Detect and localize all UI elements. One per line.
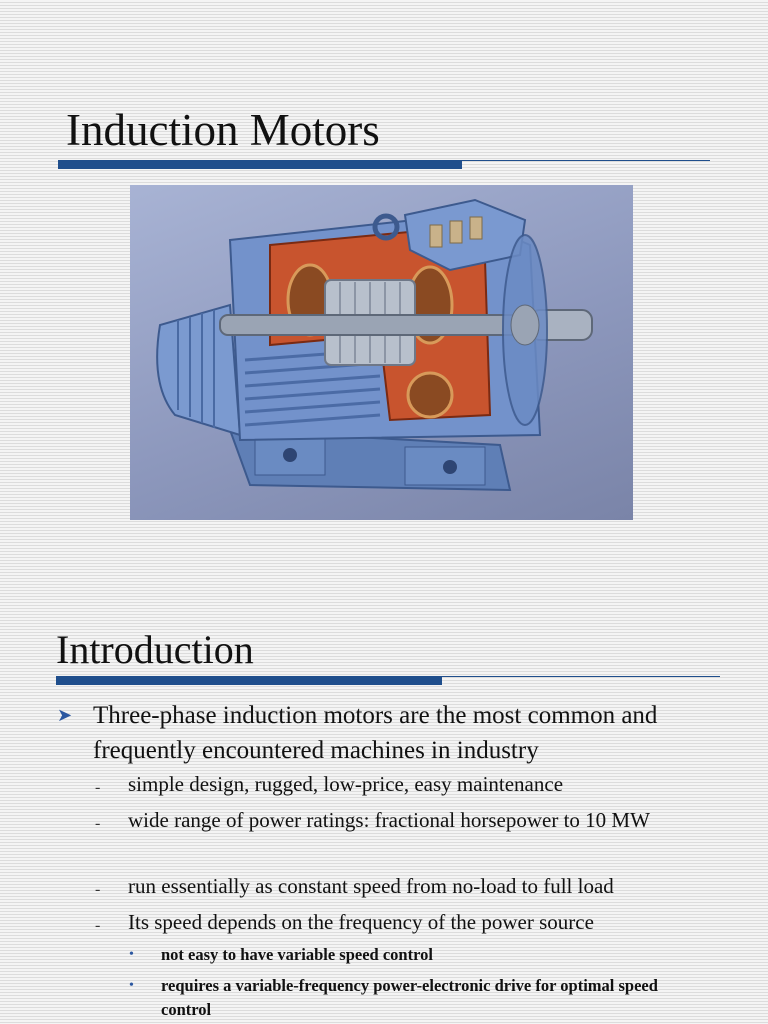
sub-bullet: simple design, rugged, low-price, easy maintenance [128,772,564,796]
dash-bullet-icon: - [95,815,101,832]
bolt-hole [443,460,457,474]
title-underline-thick [56,677,442,685]
dot-bullet-icon: • [129,978,134,993]
winding-lower [408,373,452,417]
slide-title: Induction Motors [66,105,380,155]
sub-bullet: wide range of power ratings: fractional horsepower to 10 MW [128,808,650,832]
arrow-bullet-icon: ➤ [57,705,73,725]
slide-introduction [0,580,768,1024]
sub-sub-bullet: requires a variable-frequency power-electronic drive for optimal speed control [161,976,658,1019]
dash-bullet-icon: - [95,917,101,934]
dash-bullet-icon: - [95,881,101,898]
bolt-hole [283,448,297,462]
motor-cutaway-image [130,185,633,520]
sub-bullet: Its speed depends on the frequency of the power source [128,910,594,934]
sub-bullet: run essentially as constant speed from no-load to full load [128,874,614,898]
sub-sub-bullet: not easy to have variable speed control [161,945,433,964]
motor-illustration [130,185,633,520]
dot-bullet-icon: • [129,947,134,962]
title-underline-thick [58,161,462,169]
dash-bullet-icon: - [95,779,101,796]
bearing [511,305,539,345]
slide-title: Introduction [56,627,254,672]
bullet-main: Three-phase induction motors are the most common and frequently encountered machines in industry [93,702,658,764]
